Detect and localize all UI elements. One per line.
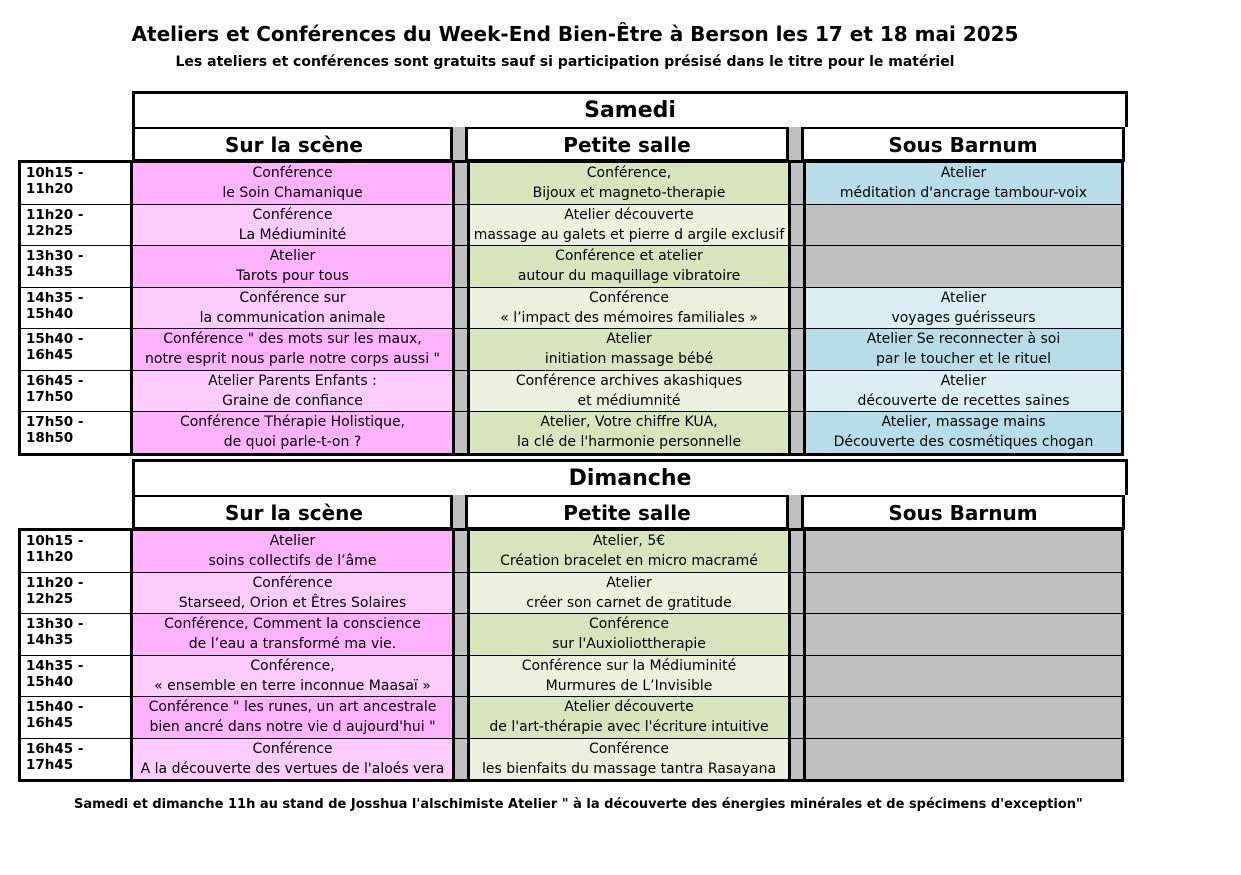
table-row xyxy=(21,614,1124,656)
cell-line: Conférence " les runes, un art ancestrale xyxy=(148,699,437,715)
cell-line xyxy=(806,593,1121,613)
table-row xyxy=(21,371,1124,413)
table-row xyxy=(21,246,1124,288)
cell-line: de l’eau a transformé ma vie. xyxy=(188,636,397,652)
time-slot: 15h40 - 16h45 xyxy=(21,329,133,370)
cell-line: Conférence xyxy=(252,206,333,223)
cell-line: Atelier xyxy=(606,574,652,591)
cell-line: bien ancré dans notre vie d aujourd'hui " xyxy=(149,719,436,735)
cell-line: La Médiuminité xyxy=(238,226,347,243)
cell-line: Starseed, Orion et Êtres Solaires xyxy=(178,594,407,611)
cell-barnum xyxy=(806,573,1124,614)
cell-line: Atelier xyxy=(606,331,652,347)
cell-barnum xyxy=(806,163,1124,204)
cell-line: Atelier, Votre chiffre KUA, xyxy=(540,414,718,430)
column-separator xyxy=(450,127,468,160)
cell-scene xyxy=(133,614,452,655)
cell-line: Atelier xyxy=(269,248,316,264)
cell-line: sur l'Auxioliottherapie xyxy=(552,636,706,652)
column-separator xyxy=(788,371,806,412)
cell-petite-salle xyxy=(470,288,788,329)
cell-line xyxy=(806,551,1121,571)
cell-line: Atelier découverte xyxy=(564,206,694,223)
cell-line xyxy=(806,739,1121,759)
column-headers xyxy=(132,127,1128,160)
cell-line: Conférence, xyxy=(250,657,335,674)
cell-line xyxy=(806,573,1121,593)
cell-line xyxy=(806,266,1121,286)
cell-petite-salle xyxy=(470,371,788,412)
cell-line: Conférence sur xyxy=(239,289,346,306)
cell-line xyxy=(806,717,1121,737)
cell-barnum xyxy=(806,371,1124,412)
cell-scene xyxy=(133,739,452,780)
column-separator xyxy=(452,412,470,453)
schedule-rows xyxy=(18,160,1124,456)
cell-line: « ensemble en terre inconnue Maasaï » xyxy=(154,677,431,694)
column-header-barnum: Sous Barnum xyxy=(804,127,1125,162)
cell-petite-salle xyxy=(470,163,788,204)
cell-line: de l'art-thérapie avec l'écriture intuitive xyxy=(489,719,769,735)
time-slot: 13h30 - 14h35 xyxy=(21,614,133,655)
cell-scene xyxy=(133,205,452,246)
cell-scene xyxy=(133,412,452,453)
cell-petite-salle xyxy=(470,412,788,453)
column-separator xyxy=(788,329,806,370)
column-separator xyxy=(788,163,806,204)
column-header-salle: Petite salle xyxy=(468,495,786,530)
table-row xyxy=(21,205,1124,247)
cell-scene xyxy=(133,697,452,738)
column-separator xyxy=(452,205,470,246)
cell-line: Atelier Se reconnecter à soi xyxy=(866,331,1061,347)
cell-line: Conférence xyxy=(588,740,669,757)
column-header-scene: Sur la scène xyxy=(132,127,453,162)
cell-line: de quoi parle-t-on ? xyxy=(223,434,362,450)
cell-barnum xyxy=(806,329,1124,370)
cell-line: massage au galets et pierre d argile exclusif xyxy=(473,226,785,243)
cell-petite-salle xyxy=(470,697,788,738)
cell-scene xyxy=(133,656,452,697)
cell-scene xyxy=(133,371,452,412)
cell-barnum xyxy=(806,697,1124,738)
column-separator xyxy=(452,573,470,614)
time-slot: 14h35 - 15h40 xyxy=(21,656,133,697)
column-separator xyxy=(452,288,470,329)
column-separator xyxy=(786,127,804,160)
cell-barnum xyxy=(806,531,1124,572)
cell-line: le Soin Chamanique xyxy=(222,185,363,201)
cell-petite-salle xyxy=(470,573,788,614)
column-separator xyxy=(452,614,470,655)
cell-line: Conférence xyxy=(252,574,333,591)
table-row xyxy=(21,163,1124,205)
column-separator xyxy=(452,531,470,572)
cell-line xyxy=(806,205,1121,225)
cell-line: Conférence " des mots sur les maux, xyxy=(163,331,422,347)
column-header-barnum: Sous Barnum xyxy=(804,495,1125,530)
column-separator xyxy=(452,246,470,287)
column-separator xyxy=(788,656,806,697)
cell-line: la communication animale xyxy=(199,309,386,326)
cell-line: Graine de confiance xyxy=(222,392,363,409)
table-row xyxy=(21,412,1124,453)
cell-line: Conférence xyxy=(252,165,333,181)
cell-line: autour du maquillage vibratoire xyxy=(517,268,741,284)
cell-line xyxy=(806,634,1121,654)
cell-line: A la découverte des vertues de l'aloés vera xyxy=(140,760,445,777)
table-row xyxy=(21,656,1124,698)
time-slot: 16h45 - 17h50 xyxy=(21,371,133,412)
column-separator xyxy=(788,573,806,614)
time-slot: 15h40 - 16h45 xyxy=(21,697,133,738)
column-headers xyxy=(132,495,1128,528)
cell-scene xyxy=(133,163,452,204)
column-separator xyxy=(452,329,470,370)
cell-line: soins collectifs de l’âme xyxy=(208,553,377,569)
column-separator xyxy=(788,614,806,655)
cell-line: Atelier Parents Enfants : xyxy=(208,372,377,389)
cell-line: Atelier xyxy=(940,165,987,181)
cell-line: découverte de recettes saines xyxy=(857,392,1070,409)
cell-line: Création bracelet en micro macramé xyxy=(500,553,758,569)
column-separator xyxy=(452,163,470,204)
cell-barnum xyxy=(806,412,1124,453)
column-separator xyxy=(788,697,806,738)
time-slot: 14h35 - 15h40 xyxy=(21,288,133,329)
cell-line: notre esprit nous parle notre corps aussi " xyxy=(145,351,440,367)
cell-line xyxy=(806,697,1121,717)
cell-scene xyxy=(133,329,452,370)
column-separator xyxy=(788,739,806,780)
cell-line: et médiumnité xyxy=(577,392,681,409)
cell-line xyxy=(806,246,1121,266)
column-separator xyxy=(788,412,806,453)
cell-line: Atelier, massage mains xyxy=(881,414,1046,430)
column-header-salle: Petite salle xyxy=(468,127,786,162)
cell-line: Conférence xyxy=(588,289,669,306)
cell-petite-salle xyxy=(470,739,788,780)
schedule-rows xyxy=(18,528,1124,782)
cell-line: Conférence xyxy=(252,740,333,757)
cell-petite-salle xyxy=(470,205,788,246)
cell-line: Conférence, xyxy=(586,165,672,181)
cell-line xyxy=(806,656,1121,676)
cell-line: Conférence archives akashiques xyxy=(515,372,743,389)
cell-line: Atelier xyxy=(940,372,987,389)
cell-line: Tarots pour tous xyxy=(236,268,349,284)
cell-line: « l’impact des mémoires familiales » xyxy=(500,309,758,326)
cell-line xyxy=(806,614,1121,634)
cell-line: Atelier xyxy=(940,289,987,306)
cell-line xyxy=(806,225,1121,245)
cell-scene xyxy=(133,246,452,287)
footer-note: Samedi et dimanche 11h au stand de Josshua l'alschimiste Atelier " à la découverte des énergies minérales et de spécimens d'exception" xyxy=(74,797,1083,812)
cell-line: initiation massage bébé xyxy=(544,351,714,367)
cell-line: les bienfaits du massage tantra Rasayana xyxy=(481,760,777,777)
time-slot: 11h20 - 12h25 xyxy=(21,573,133,614)
cell-line: par le toucher et le rituel xyxy=(876,351,1051,367)
day-header: Samedi xyxy=(132,91,1128,127)
column-separator xyxy=(786,495,804,528)
cell-line xyxy=(806,759,1121,779)
table-row xyxy=(21,531,1124,573)
time-slot: 10h15 - 11h20 xyxy=(21,163,133,204)
page-subtitle: Les ateliers et conférences sont gratuits sauf si participation présisé dans le titre pour le matériel xyxy=(175,54,955,70)
cell-petite-salle xyxy=(470,614,788,655)
cell-barnum xyxy=(806,656,1124,697)
cell-petite-salle xyxy=(470,329,788,370)
cell-line xyxy=(806,531,1121,551)
column-separator xyxy=(452,371,470,412)
time-slot: 17h50 - 18h50 xyxy=(21,412,133,453)
cell-petite-salle xyxy=(470,656,788,697)
cell-line: Atelier xyxy=(269,533,316,549)
cell-barnum xyxy=(806,205,1124,246)
cell-barnum xyxy=(806,288,1124,329)
cell-line: Conférence xyxy=(588,616,669,632)
cell-line: Murmures de L’Invisible xyxy=(545,677,713,694)
cell-line: créer son carnet de gratitude xyxy=(526,594,732,611)
cell-line: Atelier, 5€ xyxy=(592,533,666,549)
column-separator xyxy=(452,739,470,780)
column-separator xyxy=(452,697,470,738)
column-separator xyxy=(788,288,806,329)
table-row xyxy=(21,288,1124,330)
column-separator xyxy=(452,656,470,697)
cell-line: la clé de l'harmonie personnelle xyxy=(516,434,742,450)
time-slot: 16h45 - 17h45 xyxy=(21,739,133,780)
cell-line: Conférence, Comment la conscience xyxy=(164,616,421,632)
page-title: Ateliers et Conférences du Week-End Bien-Être à Berson les 17 et 18 mai 2025 xyxy=(131,22,1019,46)
cell-line: Conférence Thérapie Holistique, xyxy=(179,414,406,430)
cell-line: Atelier découverte xyxy=(564,699,694,715)
time-slot: 10h15 - 11h20 xyxy=(21,531,133,572)
cell-petite-salle xyxy=(470,531,788,572)
cell-line: Conférence et atelier xyxy=(555,248,703,264)
table-row xyxy=(21,573,1124,615)
cell-scene xyxy=(133,531,452,572)
cell-barnum xyxy=(806,614,1124,655)
cell-barnum xyxy=(806,739,1124,780)
table-row xyxy=(21,329,1124,371)
column-separator xyxy=(450,495,468,528)
cell-barnum xyxy=(806,246,1124,287)
column-separator xyxy=(788,246,806,287)
cell-line: méditation d'ancrage tambour-voix xyxy=(839,185,1088,201)
cell-scene xyxy=(133,288,452,329)
cell-line: voyages guérisseurs xyxy=(891,309,1036,326)
cell-line: Bijoux et magneto-therapie xyxy=(532,185,726,201)
column-header-scene: Sur la scène xyxy=(132,495,453,530)
cell-line xyxy=(806,676,1121,696)
cell-scene xyxy=(133,573,452,614)
day-header: Dimanche xyxy=(132,459,1128,495)
time-slot: 13h30 - 14h35 xyxy=(21,246,133,287)
cell-line: Découverte des cosmétiques chogan xyxy=(833,434,1094,450)
table-row xyxy=(21,739,1124,780)
column-separator xyxy=(788,531,806,572)
cell-line: Conférence sur la Médiuminité xyxy=(521,657,737,674)
column-separator xyxy=(788,205,806,246)
cell-petite-salle xyxy=(470,246,788,287)
table-row xyxy=(21,697,1124,739)
time-slot: 11h20 - 12h25 xyxy=(21,205,133,246)
